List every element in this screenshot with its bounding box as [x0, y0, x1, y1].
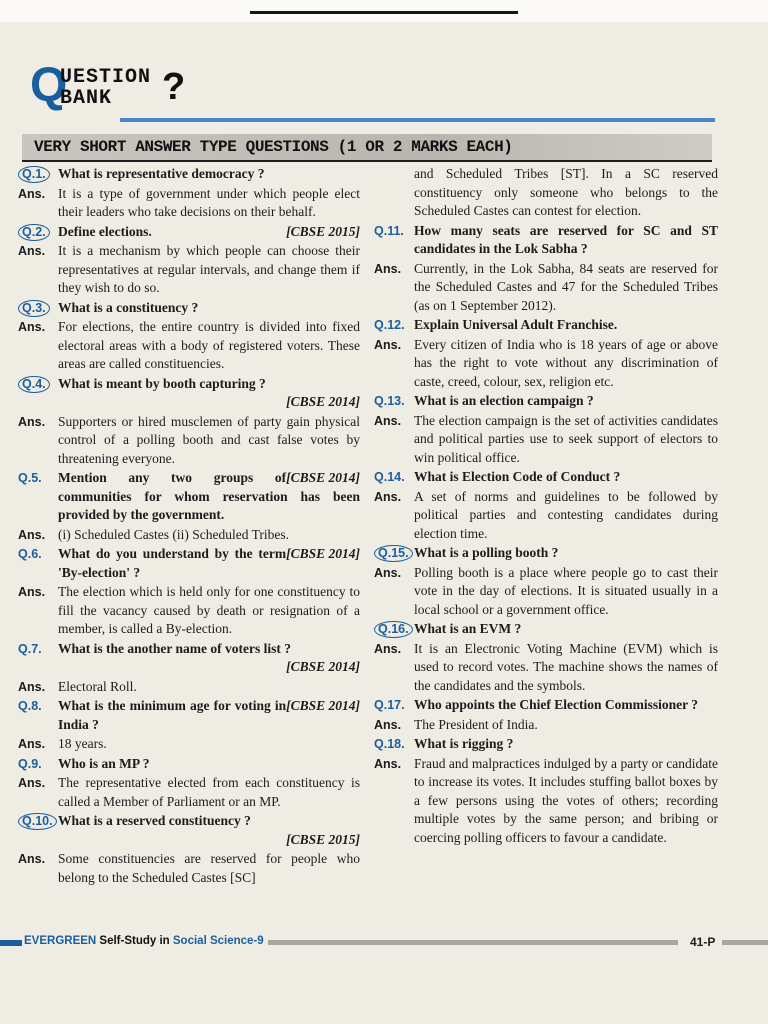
answer-item — [374, 755, 718, 848]
question-item — [18, 375, 360, 412]
question-text: Explain Universal Adult Franchise. — [414, 317, 618, 332]
answer-text: The election campaign is the set of activities candidates and political parties use to seek support of electors to win political office. — [414, 412, 718, 465]
question-text: What is a polling booth ? — [414, 545, 559, 560]
footer-brand — [24, 935, 264, 947]
question-number: Q.6. — [18, 547, 42, 561]
answer-label: Ans. — [18, 679, 46, 694]
answer-label: Ans. — [374, 337, 402, 352]
circled-number: Q.1. — [18, 166, 50, 183]
answer-item — [18, 850, 360, 887]
question-text-block — [58, 640, 360, 677]
question-text-block — [58, 697, 360, 734]
footer-brand-evergreen: EVERGREEN — [24, 935, 97, 947]
page-number: 41-P — [690, 935, 716, 949]
answer-text: Some constituencies are reserved for people who belong to the Scheduled Castes [SC] — [58, 851, 360, 885]
footer-brand-subject: Social Science-9 — [172, 935, 264, 947]
footer-accent-bar — [0, 940, 22, 946]
question-item — [18, 469, 360, 525]
circled-number: Q.4. — [18, 376, 50, 393]
question-text-block — [414, 222, 718, 259]
answer-item — [18, 413, 360, 469]
question-number — [374, 544, 414, 563]
question-item — [374, 392, 718, 411]
question-number: Q.11. — [374, 223, 404, 238]
section-heading-bar — [22, 134, 712, 162]
question-number — [18, 375, 58, 412]
answer-text: Supporters or hired musclemen of party gain physical control of a polling booth and cast false votes by threatening everyone. — [58, 413, 360, 466]
question-item — [374, 316, 718, 335]
answer-label: Ans. — [18, 776, 46, 790]
question-text: What is rigging ? — [414, 736, 514, 751]
header-blue-rule — [120, 118, 715, 122]
cbse-reference: [CBSE 2014] — [286, 546, 360, 561]
question-item — [18, 812, 360, 849]
question-number — [18, 812, 58, 849]
answer-label: Ans. — [374, 489, 402, 504]
question-text: What is a reserved constituency ? — [58, 813, 251, 828]
question-text-block — [414, 735, 718, 754]
header-big-q: Q — [30, 59, 68, 112]
question-number — [18, 223, 58, 242]
answer-text: Fraud and malpractices indulged by a party or candidate to increase its votes. It includes stuffing ballot boxes by a few persons using the votes of others; recording multiple votes by the same person; and bribing or coercing polling officers to favour a candidate. — [414, 755, 718, 845]
question-item — [374, 222, 718, 259]
answer-text: A set of norms and guidelines to be followed by political parties and contesting candidates during election time. — [414, 488, 718, 541]
cbse-reference: [CBSE 2014] — [286, 698, 360, 713]
answer-label: Ans. — [18, 852, 46, 866]
circled-number: Q.15. — [374, 545, 413, 562]
answer-label: Ans. — [374, 756, 402, 771]
answer-text: The President of India. — [414, 716, 538, 732]
question-item — [18, 697, 360, 734]
footer-rule-end — [722, 940, 768, 945]
question-number — [374, 620, 414, 639]
footer-rule — [268, 940, 678, 945]
cbse-reference: [CBSE 2015] — [286, 223, 360, 239]
answer-text: 18 years. — [58, 736, 107, 751]
answer-text: Polling booth is a place where people go to cast their vote in the day of elections. It is situated usually in a local school or a government office. — [414, 564, 718, 617]
answer-label: Ans. — [18, 320, 46, 334]
circled-number: Q.10. — [18, 813, 57, 830]
answer-text: It is a type of government under which people elect their leaders who take decisions on their behalf. — [58, 185, 360, 219]
question-number: Q.14. — [374, 470, 405, 484]
header-word-question: UESTION — [60, 66, 152, 89]
answer-item — [374, 165, 718, 221]
answer-text: Every citizen of India who is 18 years of age or above has the right to vote without any discrimination of caste, creed, colour, sex, religion etc. — [414, 336, 718, 389]
question-text-block — [58, 165, 360, 184]
right-column — [374, 165, 718, 848]
answer-item — [18, 678, 360, 697]
question-text: What is a constituency ? — [58, 299, 199, 315]
question-text: Who is an MP ? — [58, 755, 150, 771]
question-item — [374, 620, 718, 639]
question-text-block — [414, 696, 718, 715]
question-item — [18, 640, 360, 677]
left-column — [18, 165, 360, 888]
circled-number: Q.3. — [18, 300, 50, 317]
question-text: What is representative democracy ? — [58, 166, 265, 181]
question-text-block — [414, 620, 718, 639]
question-text: What is an election campaign ? — [414, 393, 594, 408]
answer-label: Ans. — [374, 565, 402, 580]
answer-label: Ans. — [18, 414, 46, 429]
question-text-block — [58, 299, 360, 318]
header-question-mark: ? — [162, 66, 186, 108]
answer-label: Ans. — [18, 737, 46, 751]
answer-text: It is a mechanism by which people can choose their representatives at regular intervals, and change them if they wish to do so. — [58, 243, 360, 295]
page-footer — [0, 935, 768, 957]
answer-text: For elections, the entire country is divided into fixed electoral areas with a body of registered voters. These areas are called constituencies. — [58, 319, 360, 371]
answer-item — [374, 336, 718, 392]
answer-item — [18, 583, 360, 639]
question-number: Q.7. — [18, 641, 42, 656]
answer-text: The representative elected from each constituency is called a Member of Parliament or an MP. — [58, 775, 360, 809]
answer-text: Electoral Roll. — [58, 678, 137, 694]
answer-label: Ans. — [18, 527, 46, 542]
cbse-reference: [CBSE 2014] — [286, 659, 360, 674]
answer-label: Ans. — [18, 244, 46, 258]
cbse-reference: [CBSE 2014] — [286, 394, 360, 409]
question-item — [374, 735, 718, 754]
question-item — [374, 468, 718, 487]
question-text-block — [58, 755, 360, 774]
question-text-block — [58, 375, 360, 412]
question-text-block — [58, 812, 360, 849]
cbse-reference: [CBSE 2015] — [286, 831, 360, 847]
question-text-block — [58, 223, 360, 242]
answer-item — [374, 564, 718, 620]
answer-label: Ans. — [18, 585, 46, 599]
top-rule — [250, 11, 518, 14]
question-text-block — [414, 544, 718, 563]
answer-item — [374, 260, 718, 316]
answer-label: Ans. — [374, 261, 402, 276]
answer-item — [374, 488, 718, 544]
answer-label: Ans. — [374, 641, 402, 656]
answer-label: Ans. — [18, 186, 46, 201]
question-number: Q.17. — [374, 698, 405, 712]
answer-label: Ans. — [374, 717, 402, 732]
question-item — [18, 545, 360, 582]
question-number: Q.13. — [374, 394, 405, 408]
question-text-block — [414, 316, 718, 335]
answer-item — [18, 774, 360, 811]
question-number — [18, 299, 58, 318]
question-text-block — [414, 468, 718, 487]
answer-label — [374, 165, 414, 221]
circled-number: Q.16. — [374, 621, 413, 638]
answer-item — [374, 412, 718, 468]
answer-text: Currently, in the Lok Sabha, 84 seats are reserved for the Scheduled Castes and 47 for the Scheduled Tribes (as on 1 September 2012). — [414, 260, 718, 313]
question-text: What do you understand by the term 'By-election' ? — [58, 546, 287, 580]
circled-number: Q.2. — [18, 224, 50, 241]
question-number: Q.9. — [18, 756, 42, 771]
question-text: What is the another name of voters list ? — [58, 640, 291, 656]
header-word-bank: BANK — [60, 87, 113, 110]
question-text-block — [414, 392, 718, 411]
answer-text: It is an Electronic Voting Machine (EVM) which is used to record votes. The machine shows the names of the candidates and the symbols. — [414, 640, 718, 693]
answer-item — [374, 716, 718, 735]
answer-item — [374, 640, 718, 696]
question-number: Q.18. — [374, 737, 405, 751]
question-item — [18, 299, 360, 318]
answer-item — [18, 526, 360, 545]
question-text-block — [58, 545, 360, 582]
answer-item — [18, 318, 360, 374]
question-text: What is Election Code of Conduct ? — [414, 469, 621, 484]
question-text: What is meant by booth capturing ? — [58, 375, 266, 391]
question-number: Q.5. — [18, 471, 42, 485]
question-item — [374, 696, 718, 715]
question-item — [18, 165, 360, 184]
question-text: What is an EVM ? — [414, 621, 522, 636]
answer-text: (i) Scheduled Castes (ii) Scheduled Tribes. — [58, 526, 289, 542]
answer-label: Ans. — [374, 413, 402, 428]
cbse-reference: [CBSE 2014] — [286, 470, 360, 485]
question-text-block — [58, 469, 360, 525]
question-text: Who appoints the Chief Election Commissioner ? — [414, 697, 699, 712]
footer-brand-middle: Self-Study in — [96, 935, 173, 947]
question-text: What is the minimum age for voting in India ? — [58, 698, 287, 732]
section-title: VERY SHORT ANSWER TYPE QUESTIONS (1 OR 2 MARKS EACH) — [34, 138, 513, 156]
answer-item — [18, 242, 360, 298]
question-text: How many seats are reserved for SC and ST candidates in the Lok Sabha ? — [414, 222, 718, 256]
question-text: Mention any two groups of communities for whom reservation has been provided by the government. — [58, 470, 360, 522]
answer-item — [18, 185, 360, 222]
question-item — [18, 223, 360, 242]
question-bank-header — [30, 59, 230, 112]
question-number: Q.12. — [374, 318, 405, 332]
question-number: Q.8. — [18, 699, 42, 713]
answer-item — [18, 735, 360, 754]
question-number — [18, 165, 58, 184]
question-item — [374, 544, 718, 563]
question-item — [18, 755, 360, 774]
answer-text: and Scheduled Tribes [ST]. In a SC reserved constituency only someone who belongs to the Scheduled Castes can contest for election. — [414, 166, 718, 218]
question-text: Define elections. — [58, 223, 152, 239]
answer-text: The election which is held only for one constituency to fill the vacancy caused by death or resignation of a member, is called a By-election. — [58, 584, 360, 636]
